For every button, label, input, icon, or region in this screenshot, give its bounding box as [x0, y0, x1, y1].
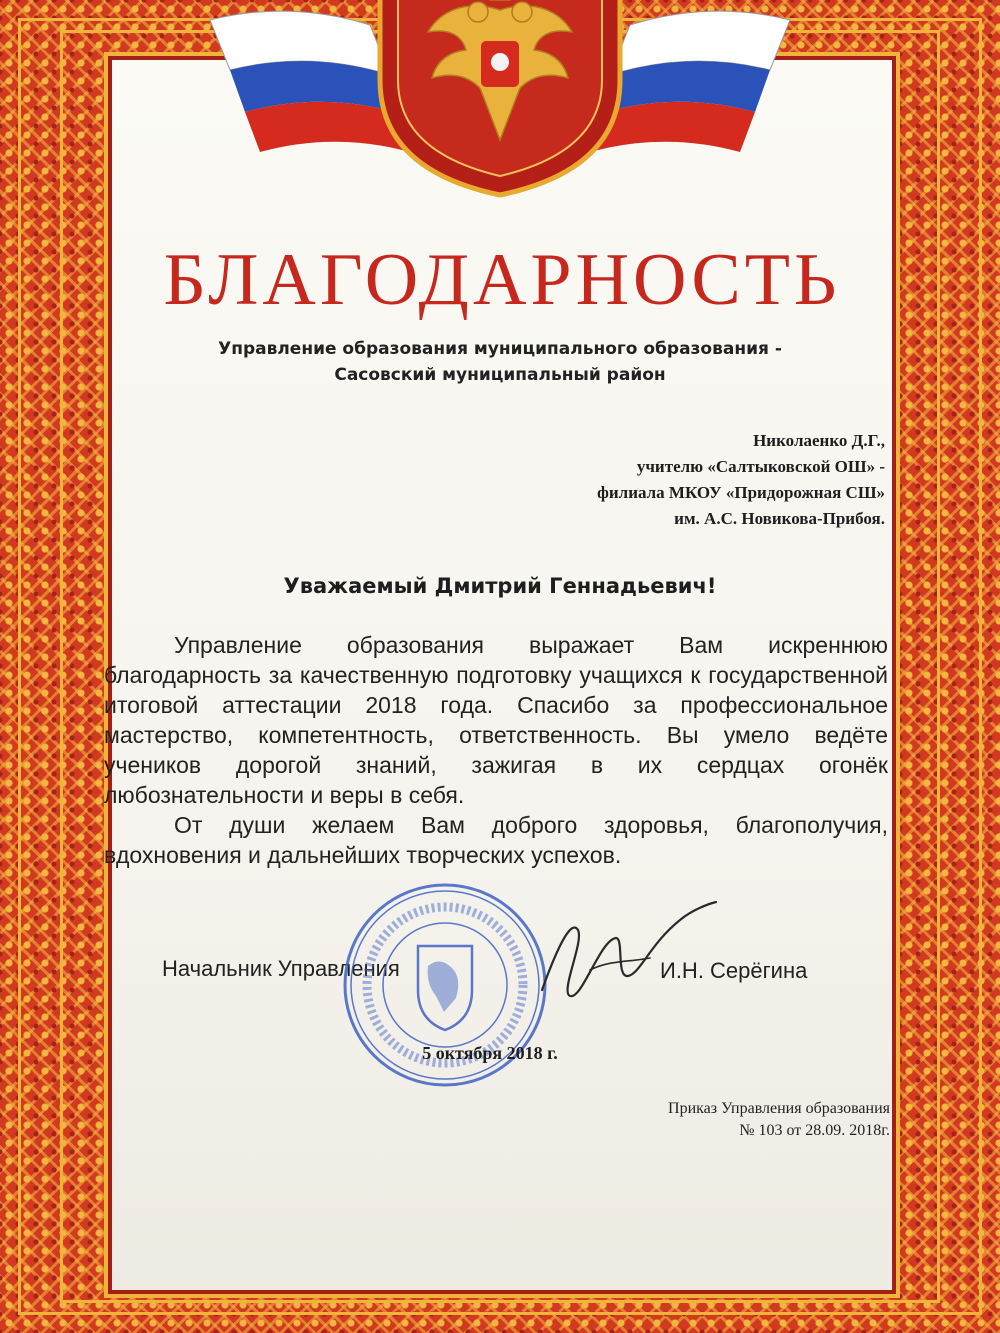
paragraph-2: От души желаем Вам доброго здоровья, благополучия, вдохновения и дальнейших творческих успехов. [104, 812, 888, 868]
issue-date: 5 октября 2018 г. [422, 1043, 558, 1063]
greeting: Уважаемый Дмитрий Геннадьевич! [283, 574, 717, 598]
issuer-line-1: Управление образования муниципального образования - [218, 339, 782, 359]
recipient-line-4: им. А.С. Новикова-Прибоя. [674, 509, 885, 528]
body-text [104, 630, 888, 870]
order-line-1: Приказ Управления образования [668, 1100, 890, 1117]
recipient-line-2: учителю «Салтыковской ОШ» - [636, 457, 885, 476]
recipient-block [400, 428, 885, 532]
paragraph-1: Управление образования выражает Вам искреннюю благодарность за качественную подготовку учащихся к государственной итоговой аттестации 2018 года. Спасибо за профессиональное мастерство, компетентность, ответственность. Вы умело ведёте учеников дорогой знаний, зажигая в их сердцах огонёк любознательности и веры в себя. [104, 632, 888, 808]
issuer-line-2: Сасовский муниципальный район [334, 365, 666, 385]
issuer-block [150, 336, 850, 388]
page-title: БЛАГОДАРНОСТЬ [163, 239, 841, 321]
order-line-2: № 103 от 28.09. 2018г. [739, 1122, 890, 1139]
signatory-name: И.Н. Серёгина [660, 958, 808, 983]
coat-of-arms-emblem [180, 0, 820, 200]
recipient-name: Николаенко Д.Г., [753, 431, 885, 450]
handwritten-signature [520, 900, 720, 1010]
order-reference [560, 1098, 890, 1142]
signatory-title: Начальник Управления [162, 956, 400, 981]
recipient-line-3: филиала МКОУ «Придорожная СШ» [597, 483, 885, 502]
